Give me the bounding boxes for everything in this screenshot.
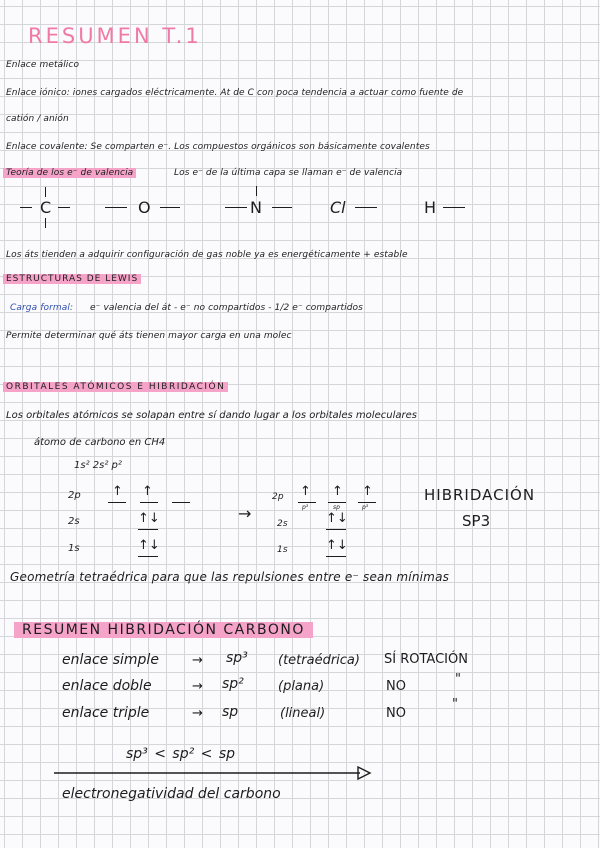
atomo-carbono-text: átomo de carbono en CH4 bbox=[34, 437, 166, 448]
valencia-label: Teoría de los e⁻ de valencia bbox=[3, 168, 136, 178]
page-title: RESUMEN T.1 bbox=[28, 24, 202, 48]
row-triple-arrow: → bbox=[192, 706, 203, 721]
row-doble-hib: sp² bbox=[222, 676, 244, 692]
transform-arrow-icon: → bbox=[238, 504, 252, 523]
electron-pair-icon: ↑↓ bbox=[326, 511, 348, 526]
valencia-text: Los e⁻ de la última capa se llaman e⁻ de valencia bbox=[174, 168, 403, 178]
row-doble-geom: (plana) bbox=[278, 679, 325, 694]
level-2s-left: 2s bbox=[68, 516, 80, 527]
solapan-text: Los orbitales atómicos se solapan entre sí dando lugar a los orbitales moleculares bbox=[6, 410, 417, 421]
hibridacion-label: HIBRIDACIÓN bbox=[424, 486, 536, 504]
level-2p-left: 2p bbox=[68, 490, 81, 501]
resumen-carbono-heading: RESUMEN HIBRIDACIÓN CARBONO bbox=[14, 622, 313, 638]
electron-up-icon: ↑ bbox=[332, 484, 343, 499]
electron-pair-icon: ↑↓ bbox=[138, 538, 160, 553]
electron-up-icon: ↑ bbox=[142, 484, 153, 499]
orbital-label: p³ bbox=[362, 504, 369, 511]
row-doble-rot: NO bbox=[386, 679, 406, 694]
gas-noble-text: Los áts tienden a adquirir configuración de gas noble ya es energéticamente + estable bbox=[6, 250, 408, 260]
row-simple-geom: (tetraédrica) bbox=[278, 653, 360, 668]
row-triple-hib: sp bbox=[222, 704, 239, 720]
row-simple-arrow: → bbox=[192, 653, 203, 668]
structure-nitrogen: N bbox=[250, 198, 262, 217]
structure-chlorine: Cl bbox=[330, 198, 346, 217]
permite-text: Permite determinar qué áts tienen mayor carga en una molec bbox=[6, 331, 292, 341]
row-simple-enlace: enlace simple bbox=[62, 652, 159, 668]
sp3-label: SP3 bbox=[462, 512, 491, 530]
row-simple-rot: SÍ ROTACIÓN bbox=[384, 652, 468, 667]
row-triple-geom: (lineal) bbox=[280, 706, 326, 721]
level-2p-right: 2p bbox=[272, 492, 284, 502]
row-doble-enlace: enlace doble bbox=[62, 678, 152, 694]
row-doble-ditto: " bbox=[455, 672, 461, 687]
level-2s-right: 2s bbox=[277, 519, 288, 529]
row-triple-enlace: enlace triple bbox=[62, 705, 150, 721]
electron-up-icon: ↑ bbox=[112, 484, 123, 499]
row-simple-hib: sp³ bbox=[226, 650, 248, 666]
row-doble-arrow: → bbox=[192, 679, 203, 694]
orbitales-heading: ORBITALES ATÓMICOS E HIBRIDACIÓN bbox=[3, 382, 228, 392]
electron-up-icon: ↑ bbox=[362, 484, 373, 499]
row-triple-rot: NO bbox=[386, 706, 406, 721]
level-1s-left: 1s bbox=[68, 543, 80, 554]
lewis-heading: ESTRUCTURAS DE LEWIS bbox=[3, 274, 141, 284]
structure-carbon: C bbox=[40, 198, 52, 217]
structure-hydrogen: H bbox=[424, 198, 437, 217]
row-triple-ditto: " bbox=[452, 697, 458, 712]
carga-formal-formula: e⁻ valencia del át - e⁻ no compartidos - 1/2 e⁻ compartidos bbox=[90, 303, 363, 313]
electronegativity-arrow-icon bbox=[52, 766, 376, 780]
enlace-covalente-text: Enlace covalente: Se comparten e⁻. Los compuestos orgánicos son básicamente covalentes bbox=[6, 142, 430, 152]
orbital-label: p³ bbox=[302, 504, 309, 511]
enlace-metalico-text: Enlace metálico bbox=[6, 60, 80, 70]
structure-oxygen: O bbox=[138, 198, 151, 217]
enlace-ionico-cont: catión / anión bbox=[6, 114, 69, 124]
electron-pair-icon: ↑↓ bbox=[138, 511, 160, 526]
geometria-text: Geometría tetraédrica para que las repulsiones entre e⁻ sean mínimas bbox=[10, 570, 450, 584]
electronegatividad-text: electronegatividad del carbono bbox=[62, 786, 281, 802]
orbital-label: sp bbox=[333, 504, 340, 511]
carga-formal-label: Carga formal: bbox=[10, 303, 74, 313]
enlace-ionico-text: Enlace iónico: iones cargados eléctricamente. At de C con poca tendencia a actuar como fuente de bbox=[6, 88, 464, 98]
electron-config: 1s² 2s² p² bbox=[74, 460, 122, 471]
hibridacion-order: sp³ < sp² < sp bbox=[126, 746, 236, 762]
electron-up-icon: ↑ bbox=[300, 484, 311, 499]
electron-pair-icon: ↑↓ bbox=[326, 538, 348, 553]
level-1s-right: 1s bbox=[277, 545, 288, 555]
